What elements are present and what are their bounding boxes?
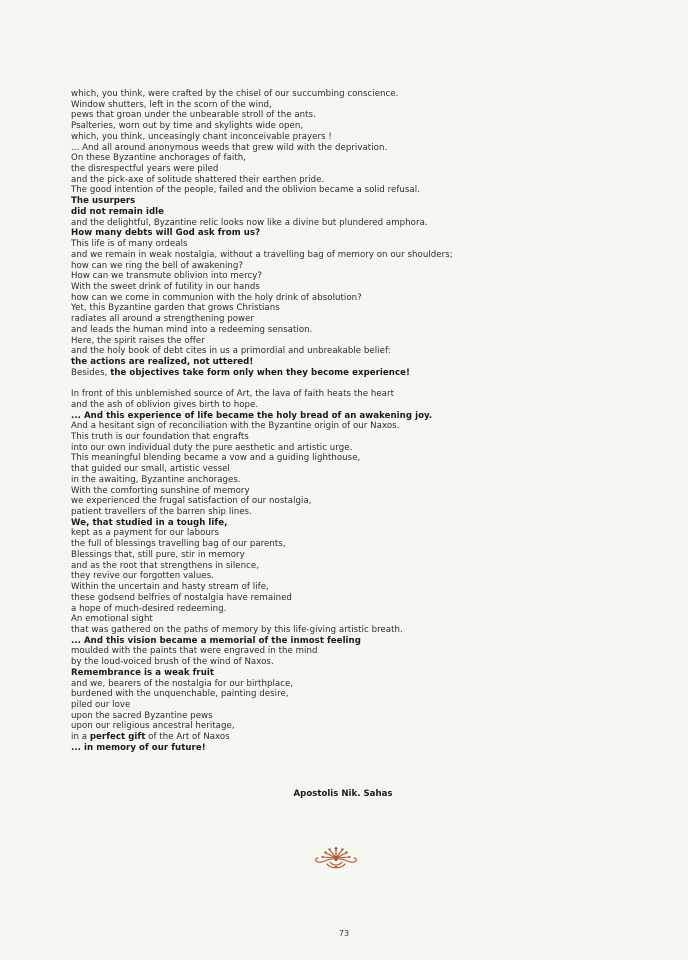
poem-text: piled our love [71, 699, 131, 710]
poem-line [71, 175, 671, 186]
poem-line [71, 625, 671, 636]
poem-line [71, 432, 671, 443]
poem-line [71, 250, 671, 261]
poem-text-bold: did not remain idle [71, 206, 165, 217]
poem-line [71, 153, 671, 164]
poem-line [71, 121, 671, 132]
poem-text: these godsend belfries of nostalgia have remained [71, 592, 292, 603]
floral-ornament-icon [313, 845, 359, 870]
poem-line [71, 700, 671, 711]
poem-text: by the loud-voiced brush of the wind of Naxos. [71, 657, 274, 668]
poem-text: and leads the human mind into a redeeming sensation. [71, 324, 313, 335]
stanza-1 [71, 89, 671, 378]
poem-text: An emotional sight [71, 614, 153, 625]
poem-line [71, 507, 671, 518]
poem-line [71, 303, 671, 314]
poem-text: and the holy book of debt cites in us a primordial and unbreakable belief: [71, 346, 391, 357]
poem-line [71, 314, 671, 325]
poem-text: a hope of much-desired redeeming. [71, 603, 227, 614]
poem-line [71, 357, 671, 368]
poem-line [71, 143, 671, 154]
poem-line [71, 164, 671, 175]
poem-line [71, 261, 671, 272]
poem-text: This life is of many ordeals [71, 239, 188, 250]
poem-line [71, 668, 671, 679]
stanza-gap [71, 378, 671, 389]
poem-line [71, 185, 671, 196]
poem-text: which, you think, unceasingly chant inconceivable prayers ! [71, 131, 332, 142]
poem-line [71, 496, 671, 507]
author-name: Apostolis Nik. Sahas [293, 789, 393, 799]
poem-text: how can we come in communion with the holy drink of absolution? [71, 292, 362, 303]
poem-text: Blessings that, still pure, stir in memory [71, 549, 245, 560]
poem-line [71, 732, 671, 743]
poem-line [71, 207, 671, 218]
poem-line [71, 582, 671, 593]
poem-line [71, 132, 671, 143]
poem-line [71, 528, 671, 539]
poem-text-bold: How many debts will God ask from us? [71, 228, 261, 239]
poem-line [71, 336, 671, 347]
poem-line [71, 657, 671, 668]
poem-text: In front of this unblemished source of Art, the lava of faith heats the heart [71, 389, 395, 400]
poem-line [71, 346, 671, 357]
poem-text: upon the sacred Byzantine pews [71, 710, 213, 721]
poem-text: they revive our forgotten values. [71, 571, 215, 582]
poem-text: Within the uncertain and hasty stream of life, [71, 582, 269, 593]
poem-line [71, 604, 671, 615]
poem-line [71, 539, 671, 550]
poem-text: and we, bearers of the nostalgia for our birthplace, [71, 678, 294, 689]
poem-line [71, 571, 671, 582]
author-signature [0, 789, 688, 799]
poem-text: of the Art of Naxos [145, 732, 230, 743]
poem-line [71, 593, 671, 604]
poem-text: and as the root that strengthens in silence, [71, 560, 259, 571]
poem-text: Yet, this Byzantine garden that grows Christians [71, 303, 280, 314]
page-number: 73 [338, 929, 350, 938]
poem-line [71, 743, 671, 754]
poem-text: On these Byzantine anchorages of faith, [71, 153, 247, 164]
poem-text: With the comforting sunshine of memory [71, 485, 250, 496]
poem-line [71, 239, 671, 250]
poem-line [71, 550, 671, 561]
poem-line [71, 100, 671, 111]
poem-text: Here, the spirit raises the offer [71, 335, 205, 346]
poem-text-bold: The usurpers [71, 196, 136, 207]
poem-line [71, 282, 671, 293]
poem-text: the full of blessings travelling bag of our parents, [71, 539, 286, 550]
poem-line [71, 614, 671, 625]
poem-line [71, 475, 671, 486]
poem-text: How can we transmute oblivion into mercy? [71, 271, 263, 282]
poem-text: patient travellers of the barren ship lines. [71, 507, 252, 518]
poem-line [71, 721, 671, 732]
poem-line [71, 196, 671, 207]
poem-text-bold: perfect gift [89, 732, 146, 743]
poem-text: upon our religious ancestral heritage, [71, 721, 235, 732]
poem-line [71, 679, 671, 690]
poem-text: the disrespectful years were piled [71, 164, 219, 175]
poem-line [71, 443, 671, 454]
poem-text: that guided our small, artistic vessel [71, 464, 230, 475]
poem-line [71, 636, 671, 647]
poem-line [71, 518, 671, 529]
poem-line [71, 411, 671, 422]
poem-line [71, 271, 671, 282]
poem-text: Window shutters, left in the scorn of the wind, [71, 99, 272, 110]
poem-body [71, 89, 671, 754]
poem-text: which, you think, were crafted by the chisel of our succumbing conscience. [71, 89, 399, 99]
poem-line [71, 293, 671, 304]
poem-line [71, 368, 671, 379]
poem-text: This truth is our foundation that engrafts [71, 432, 249, 442]
poem-line [71, 218, 671, 229]
poem-text-bold: ... And this experience of life became the holy bread of an awakening joy. [71, 410, 433, 421]
poem-line [71, 453, 671, 464]
poem-line [71, 689, 671, 700]
poem-text: we experienced the frugal satisfaction of our nostalgia, [71, 496, 312, 507]
poem-line [71, 561, 671, 572]
poem-text: that was gathered on the paths of memory by this life-giving artistic breath. [71, 624, 403, 635]
poem-text: The good intention of the people, failed and the oblivion became a solid refusal. [71, 185, 420, 196]
poem-line [71, 646, 671, 657]
poem-line [71, 389, 671, 400]
poem-text: ... And all around anonymous weeds that grew wild with the deprivation. [71, 142, 388, 153]
poem-text: Psalteries, worn out by time and skylights wide open, [71, 121, 304, 132]
poem-text: burdened with the unquenchable, painting desire, [71, 689, 289, 700]
poem-line [71, 325, 671, 336]
poem-text: and the pick-axe of solitude shattered their earthen pride. [71, 174, 325, 185]
poem-text: and the delightful, Byzantine relic looks now like a divine but plundered amphora. [71, 217, 428, 228]
poem-text-bold: the actions are realized, not uttered! [71, 356, 254, 367]
poem-text: into our own individual duty the pure aesthetic and artistic urge. [71, 442, 353, 453]
poem-text: in a [71, 732, 90, 743]
poem-text: pews that groan under the unbearable stroll of the ants. [71, 110, 316, 121]
poem-text: radiates all around a strengthening power [71, 314, 255, 325]
poem-text: kept as a payment for our labours [71, 528, 219, 539]
poem-text: And a hesitant sign of reconciliation with the Byzantine origin of our Naxos. [71, 421, 400, 432]
poem-text: moulded with the paints that were engraved in the mind [71, 646, 318, 657]
poem-line [71, 89, 671, 100]
poem-text-bold: the objectives take form only when they become experience! [110, 367, 410, 378]
poem-line [71, 400, 671, 411]
poem-text: This meaningful blending became a vow and a guiding lighthouse, [71, 453, 361, 464]
poem-text: and the ash of oblivion gives birth to hope. [71, 399, 259, 410]
poem-text-bold: Remembrance is a weak fruit [71, 667, 215, 678]
poem-text-bold: ... And this vision became a memorial of the inmost feeling [71, 635, 361, 646]
poem-line [71, 486, 671, 497]
stanza-2 [71, 389, 671, 753]
poem-line [71, 711, 671, 722]
poem-text: in the awaiting, Byzantine anchorages. [71, 474, 241, 485]
poem-line [71, 421, 671, 432]
poem-text-bold: We, that studied in a tough life, [71, 517, 228, 528]
poem-text-bold: ... in memory of our future! [71, 742, 206, 753]
poem-line [71, 464, 671, 475]
poem-line [71, 110, 671, 121]
poem-text: how can we ring the bell of awakening? [71, 260, 244, 271]
poem-text: and we remain in weak nostalgia, without a travelling bag of memory on our shoulders; [71, 249, 453, 260]
poem-text: Besides, [71, 367, 111, 378]
poem-text: With the sweet drink of futility in our hands [71, 281, 260, 292]
poem-line [71, 228, 671, 239]
